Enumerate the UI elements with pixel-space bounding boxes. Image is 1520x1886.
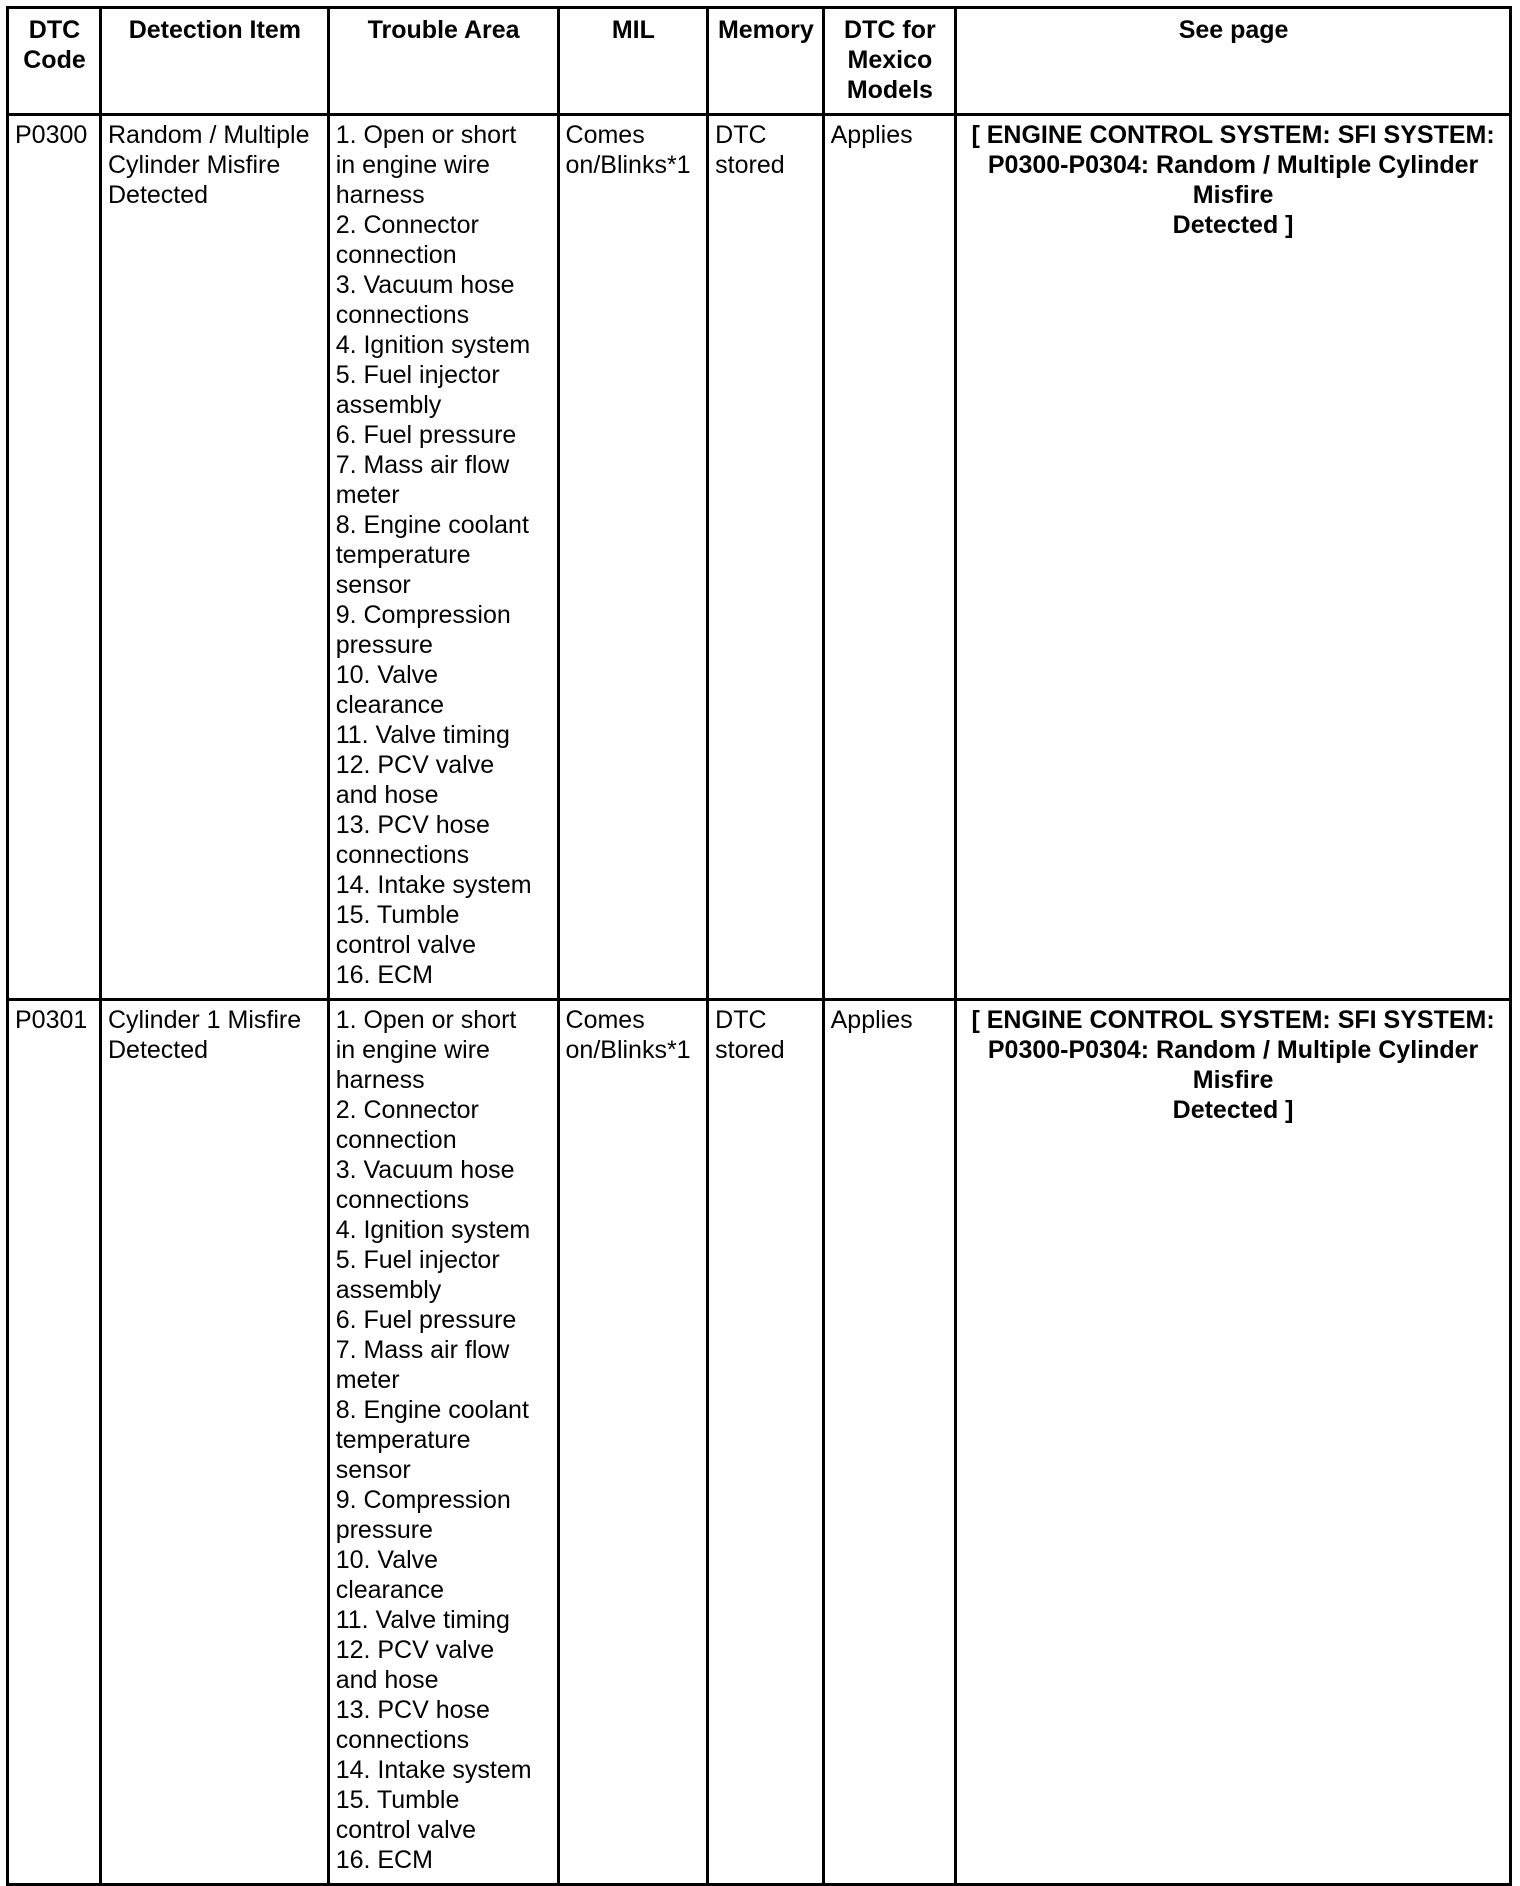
cell-mil: Comes on/Blinks*1 [558,115,708,1000]
table-row [8,1000,1511,1885]
cell-dtc-code [8,115,101,1000]
dtc-code: P0301 [15,1006,88,1034]
see-page-link: [ ENGINE CONTROL SYSTEM: SFI SYSTEM: [971,1006,1495,1034]
cell-memory: DTC stored [708,1000,823,1885]
cell-dtc-code [8,1000,101,1885]
header-dtc-code: DTC Code [8,8,101,115]
cell-trouble-area: 1. Open or short in engine wire harness 2. Connector connection 3. Vacuum hose connections 4. Ignition system 5. Fuel injector assembly 6. Fuel pressure 7. Mass air flow meter 8. Engine coolant temperature sensor 9. Compression pressure 10. Valve clearance 11. Valve timing 12. PCV valve and hose 13. PCV hose connections 14. Intake system 15. Tumble control valve 16. ECM [328,115,558,1000]
cell-see-page: [ ENGINE CONTROL SYSTEM: SFI SYSTEM: P0300-P0304: Random / Multiple Cylinder Misfire Detected ] [956,1000,1511,1885]
table-row [8,115,1511,1000]
cell-see-page: [ ENGINE CONTROL SYSTEM: SFI SYSTEM: P0300-P0304: Random / Multiple Cylinder Misfire Detected ] [956,115,1511,1000]
cell-detection-item: Cylinder 1 Misfire Detected [101,1000,329,1885]
see-page-link: [ ENGINE CONTROL SYSTEM: SFI SYSTEM: [971,121,1495,149]
header-see-page: See page [956,8,1511,115]
header-detection-item: Detection Item [101,8,329,115]
cell-memory: DTC stored [708,115,823,1000]
dtc-table [6,6,1512,1886]
header-dtc-mexico: DTC for Mexico Models [823,8,956,115]
cell-trouble-area: 1. Open or short in engine wire harness 2. Connector connection 3. Vacuum hose connections 4. Ignition system 5. Fuel injector assembly 6. Fuel pressure 7. Mass air flow meter 8. Engine coolant temperature sensor 9. Compression pressure 10. Valve clearance 11. Valve timing 12. PCV valve and hose 13. PCV hose connections 14. Intake system 15. Tumble control valve 16. ECM [328,1000,558,1885]
header-memory: Memory [708,8,823,115]
cell-dtc-mexico: Applies [823,115,956,1000]
cell-mil: Comes on/Blinks*1 [558,1000,708,1885]
dtc-code: P0300 [15,121,88,149]
cell-dtc-mexico: Applies [823,1000,956,1885]
header-trouble-area: Trouble Area [328,8,558,115]
cell-detection-item: Random / Multiple Cylinder Misfire Detected [101,115,329,1000]
dtc-document [6,6,1512,1886]
table-header-row [8,8,1511,115]
header-mil: MIL [558,8,708,115]
